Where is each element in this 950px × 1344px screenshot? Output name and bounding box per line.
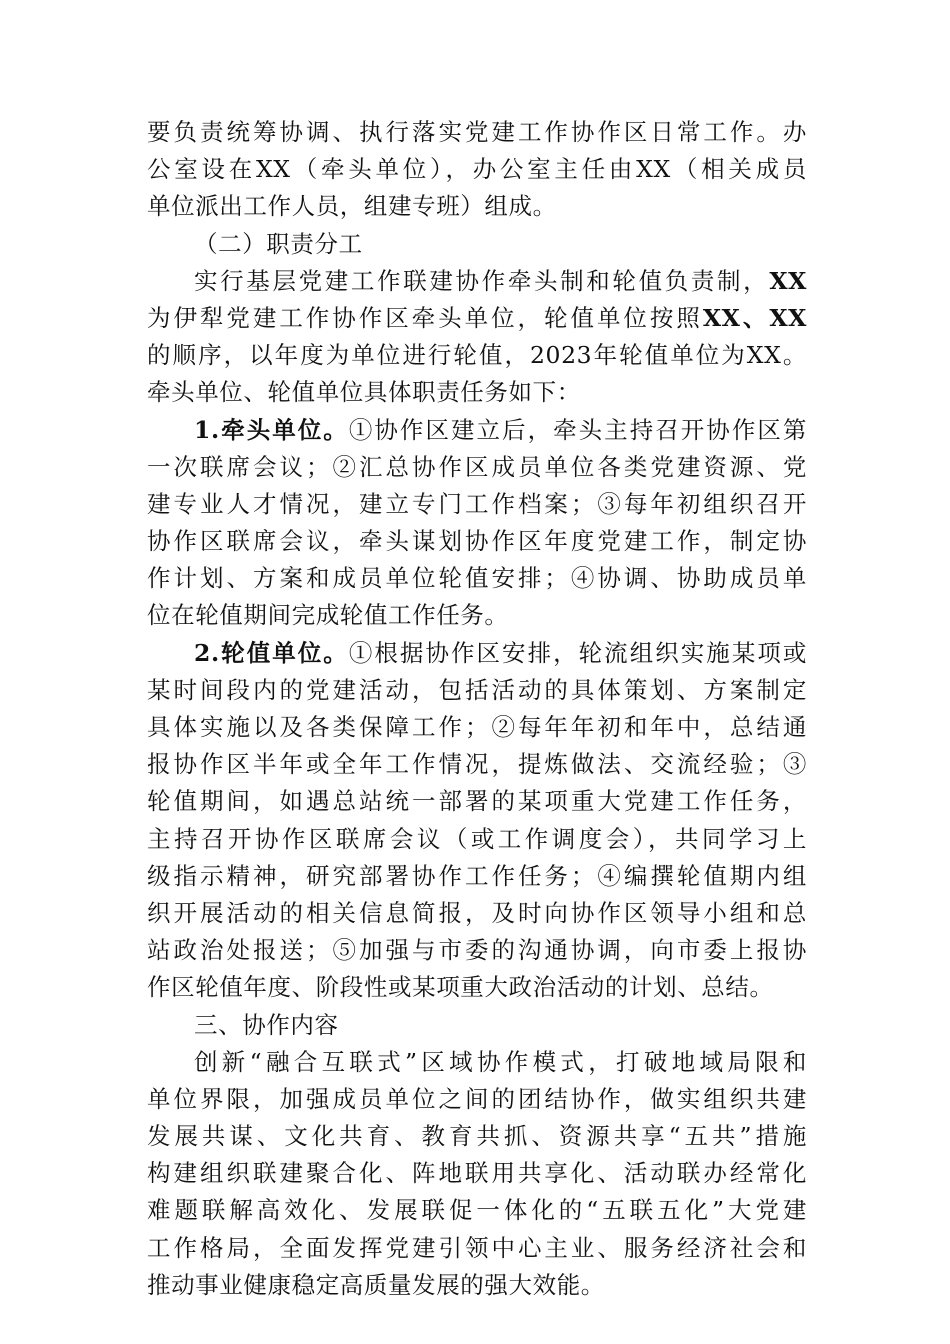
- section-subheading: （二）职责分工: [194, 229, 363, 258]
- paragraph-line: 织开展活动的相关信息简报，及时向协作区领导小组和总: [147, 898, 807, 927]
- paragraph-line: 牵头单位、轮值单位具体职责任务如下：: [147, 378, 581, 407]
- paragraph-line: 站政治处报送；⑤加强与市委的沟通协调，向市委上报协: [147, 936, 807, 965]
- paragraph-line: 协作区联席会议，牵头谋划协作区年度党建工作，制定协: [147, 527, 807, 556]
- paragraph-line: 主持召开协作区联席会议（或工作调度会），共同学习上: [147, 824, 807, 853]
- paragraph-line: 单位界限，加强成员单位之间的团结协作，做实组织共建: [147, 1084, 807, 1113]
- paragraph-line: 要负责统筹协调、执行落实党建工作协作区日常工作。办: [147, 118, 807, 146]
- line-text: 实行基层党建工作联建协作牵头制和轮值负责制，: [194, 266, 770, 295]
- body-text: [147, 114, 807, 1304]
- paragraph-line: 构建组织联建聚合化、阵地联用共享化、活动联办经常化: [147, 1159, 807, 1188]
- line-text: 为伊犁党建工作协作区牵头单位，轮值单位按照: [147, 303, 703, 332]
- paragraph-line: 作区轮值年度、阶段性或某项重大政治活动的计划、总结。: [147, 973, 774, 1002]
- paragraph-line: 的顺序，以年度为单位进行轮值，2023年轮值单位为XX。: [147, 341, 807, 370]
- paragraph-line: [147, 300, 807, 337]
- bold-text: XX、XX: [702, 303, 807, 332]
- paragraph-line: 具体实施以及各类保障工作；②每年年初和年中，总结通: [147, 713, 807, 741]
- paragraph-line: 级指示精神，研究部署协作工作任务；④编撰轮值期内组: [147, 861, 807, 890]
- paragraph-line: [147, 263, 807, 300]
- paragraph-line: 公室设在XX（牵头单位），办公室主任由XX（相关成员: [147, 155, 807, 184]
- paragraph-line: 某时间段内的党建活动，包括活动的具体策划、方案制定: [147, 675, 807, 704]
- paragraph-line: 工作格局，全面发挥党建引领中心主业、服务经济社会和: [147, 1233, 807, 1262]
- paragraph-line: [147, 412, 807, 449]
- line-text: ①协作区建立后，牵头主持召开协作区第: [348, 415, 807, 444]
- paragraph-line: [147, 635, 807, 672]
- paragraph-line: 位在轮值期间完成轮值工作任务。: [147, 601, 509, 630]
- paragraph-line: 一次联席会议；②汇总协作区成员单位各类党建资源、党: [147, 452, 807, 481]
- paragraph-line: 推动事业健康稳定高质量发展的强大效能。: [147, 1270, 605, 1299]
- item-label: 1.牵头单位。: [194, 415, 349, 444]
- paragraph-line: 难题联解高效化、发展联促一体化的“五联五化”大党建: [147, 1196, 807, 1225]
- paragraph-line: 发展共谋、文化共育、教育共抓、资源共享“五共”措施: [147, 1122, 807, 1151]
- paragraph-line: 轮值期间，如遇总站统一部署的某项重大党建工作任务，: [147, 787, 807, 816]
- paragraph-line: 作计划、方案和成员单位轮值安排；④协调、协助成员单: [147, 564, 807, 593]
- paragraph-line: 建专业人才情况，建立专门工作档案；③每年初组织召开: [147, 489, 807, 518]
- paragraph-line: 创新“融合互联式”区域协作模式，打破地域局限和: [194, 1047, 807, 1076]
- paragraph-line: 报协作区半年或全年工作情况，提炼做法、交流经验；③: [147, 750, 807, 779]
- section-heading: 三、协作内容: [194, 1010, 339, 1039]
- bold-text: XX: [769, 266, 807, 295]
- line-text: ①根据协作区安排，轮流组织实施某项或: [348, 638, 807, 667]
- item-label: 2.轮值单位。: [194, 638, 349, 667]
- paragraph-line: 单位派出工作人员，组建专班）组成。: [147, 192, 557, 221]
